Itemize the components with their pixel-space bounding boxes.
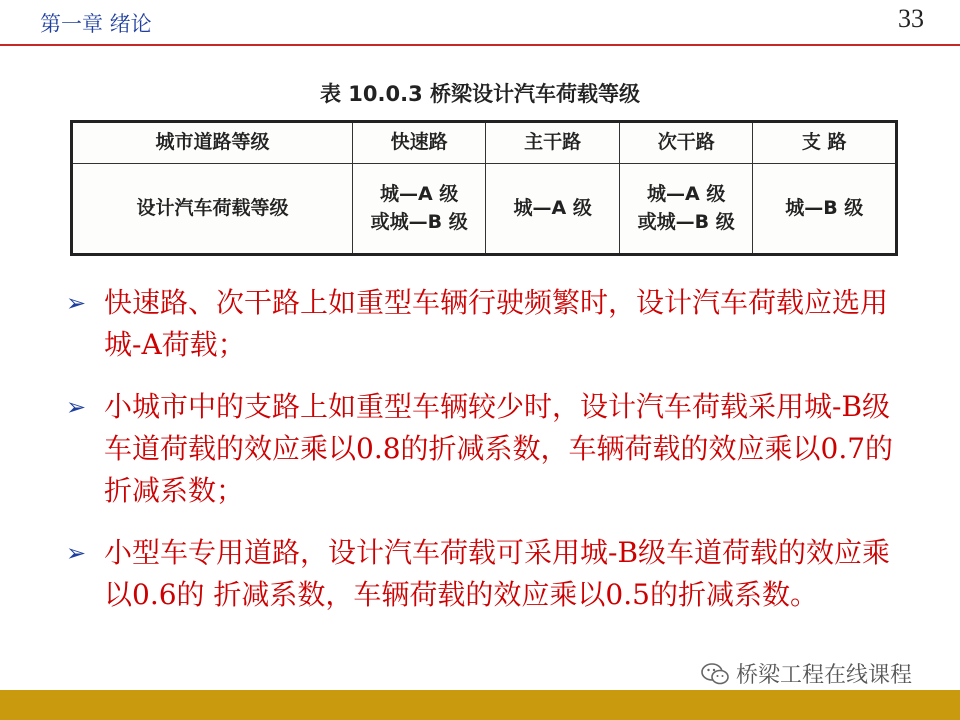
bullet-text: 快速路、次干路上如重型车辆行驶频繁时，设计汽车荷载应选用城-A荷载； xyxy=(104,286,889,361)
arrow-bullet-icon: ➢ xyxy=(66,289,87,317)
table-header-cell: 主干路 xyxy=(486,122,620,164)
table-header-row xyxy=(72,122,897,164)
wechat-icon xyxy=(700,662,730,686)
footer-band xyxy=(0,690,960,720)
bullet-list xyxy=(66,282,896,636)
table-cell xyxy=(619,164,753,255)
table-caption: 表 10.0.3 桥梁设计汽车荷载等级 xyxy=(319,82,641,106)
page-number: 33 xyxy=(898,4,924,33)
header-rule xyxy=(0,44,960,46)
cell-line: 城—A 级 xyxy=(379,182,459,205)
load-grade-table xyxy=(70,120,898,256)
header-title: 第一章 绪论 xyxy=(40,12,152,36)
bullet-item xyxy=(66,386,896,512)
table-header-cell: 城市道路等级 xyxy=(72,122,353,164)
bullet-text: 小型车专用道路，设计汽车荷载可采用城-B级车道荷载的效应乘以0.6的 折减系数，车辆荷载的效应乘以0.5的折减系数。 xyxy=(104,536,891,611)
table-header-cell: 支 路 xyxy=(753,122,897,164)
table-header-cell: 次干路 xyxy=(619,122,753,164)
table-cell xyxy=(753,164,897,255)
cell-line: 城—A 级 xyxy=(513,196,592,219)
table-row xyxy=(72,164,897,255)
table-row-label: 设计汽车荷载等级 xyxy=(72,164,353,255)
cell-line: 城—B 级 xyxy=(785,196,864,219)
arrow-bullet-icon: ➢ xyxy=(66,393,87,421)
table-cell xyxy=(352,164,486,255)
cell-line: 或城—B 级 xyxy=(637,210,735,233)
watermark-text: 桥梁工程在线课程 xyxy=(736,663,913,688)
bullet-text: 小城市中的支路上如重型车辆较少时，设计汽车荷载采用城-B级车道荷载的效应乘以0.8的折减系数，车辆荷载的效应乘以0.7的折减系数； xyxy=(104,390,894,507)
cell-line: 或城—B 级 xyxy=(370,210,468,233)
watermark xyxy=(700,658,912,689)
table-cell xyxy=(486,164,620,255)
bullet-item xyxy=(66,532,896,616)
table-header-cell: 快速路 xyxy=(352,122,486,164)
cell-line: 城—A 级 xyxy=(647,182,726,205)
bullet-item xyxy=(66,282,896,366)
arrow-bullet-icon: ➢ xyxy=(66,539,87,567)
